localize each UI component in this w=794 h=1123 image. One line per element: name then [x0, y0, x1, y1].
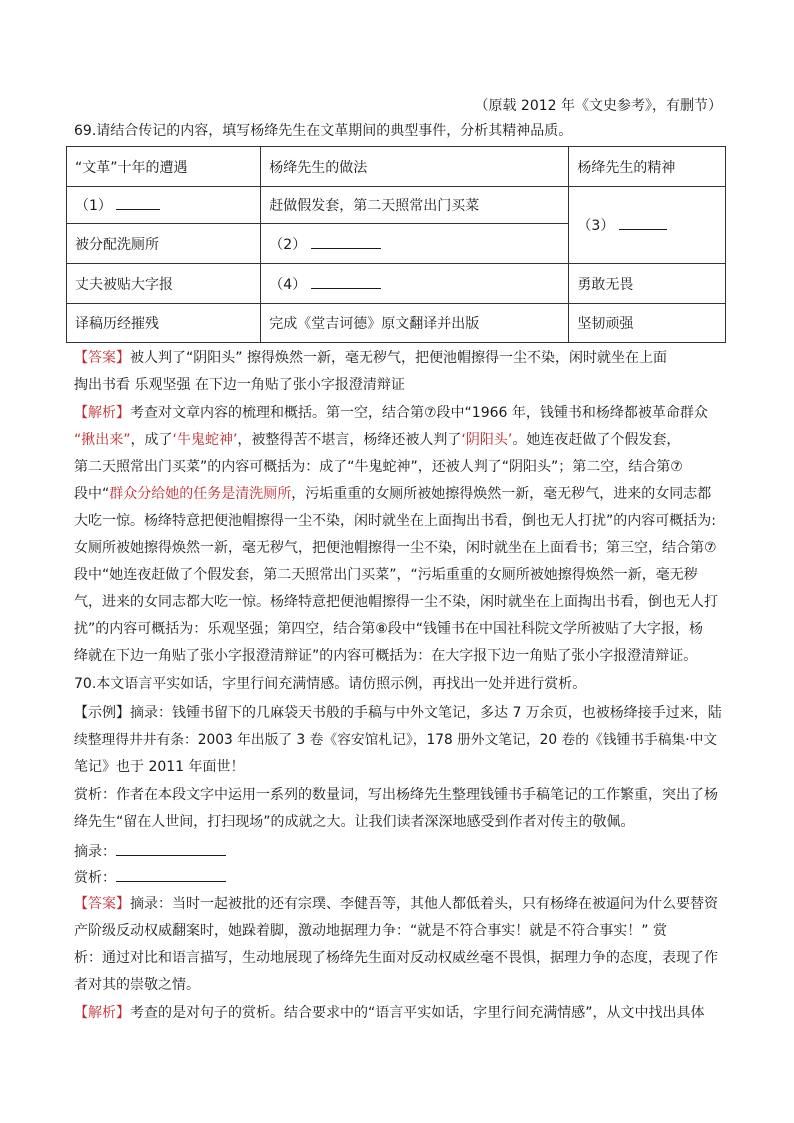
- analysis-line: [74, 484, 722, 504]
- analysis-line: [74, 403, 722, 423]
- example-line: 笔记》也于 2011 年面世！: [74, 759, 245, 775]
- answer-text: 被人判了“阴阳头” 擦得焕然一新，毫无秽气，把便池帽擦得一尘不染，闲时就坐在上面: [130, 350, 667, 366]
- table-row: [67, 264, 726, 304]
- blank-label: （2）: [269, 236, 307, 253]
- example-line: [74, 703, 722, 723]
- table-cell: [67, 187, 261, 224]
- table-row: [67, 304, 726, 343]
- analysis-line: 绛就在下边一角贴了张小字报澄清辩证”的内容可概括为：在大字报下边一角贴了张小字报澄清辩证。: [74, 648, 698, 664]
- analysis-text: 段中“: [74, 486, 110, 502]
- analysis-line: 大吃一惊。杨绛特意把便池帽擦得一尘不染，闲时就坐在上面掏出书看，倒也无人打扰”的内容可概括为:: [74, 513, 716, 529]
- answer-line: [74, 894, 722, 914]
- analysis-text: ，成了: [130, 432, 173, 448]
- analysis-line: [74, 1003, 722, 1023]
- analysis-line: 女厕所被她擦得焕然一新，毫无秽气，把便池帽擦得一尘不染，闲时就坐在上面看书；第三空，结合第⑦: [74, 540, 717, 556]
- table-cell: 赶做假发套，第二天照常出门买菜: [261, 187, 569, 224]
- answer-tag: 【答案】: [74, 896, 130, 912]
- answer-line: [74, 348, 722, 368]
- analysis-text: ，污垢重重的女厕所被她擦得焕然一新，毫无秽气，进来的女同志都: [291, 486, 712, 502]
- analysis-text: 考查的是对句子的赏析。结合要求中的“语言平实如话，字里行间充满情感”，从文中找出具体: [130, 1005, 705, 1021]
- table-header-row: [67, 147, 726, 187]
- source-note: （原载 2012 年《文史参考》，有删节）: [474, 98, 722, 114]
- quote-highlight: ‘牛鬼蛇神’: [172, 432, 238, 448]
- answer-line: 者对其的崇敬之情。: [74, 977, 200, 993]
- table-cell: [261, 264, 569, 304]
- appreciation-line: 赏析：作者在本段文字中运用一系列的数量词，写出杨绛先生整理钱锺书手稿笔记的工作繁重，突出了杨: [74, 787, 718, 803]
- excerpt-label: 摘录：: [74, 844, 116, 860]
- analysis-line: 段中“她连夜赶做了个假发套，第二天照常出门买菜”，“污垢重重的女厕所被她擦得焕然一新，毫无秽: [74, 567, 698, 583]
- analysis-line: 第二天照常出门买菜”的内容可概括为：成了“牛鬼蛇神”，还被人判了“阴阳头”；第二空，结合第⑦: [74, 459, 683, 475]
- answer-tag: 【答案】: [74, 350, 130, 366]
- answer-line: 析：通过对比和语言描写，生动地展现了杨绛先生面对反动权威丝毫不畏惧，据理力争的态度，表现了作: [74, 950, 718, 966]
- answer-blank: [311, 234, 381, 249]
- blank-label: （1）: [75, 198, 112, 214]
- appreciate-label: 赏析：: [74, 870, 116, 886]
- excerpt-field: [74, 841, 722, 862]
- table-header-cell: 杨绛先生的精神: [569, 147, 726, 187]
- table-cell: 坚韧顽强: [569, 304, 726, 343]
- analysis-text: 。她连夜赶做了个假发套，: [512, 432, 681, 448]
- table-row: [67, 187, 726, 224]
- table-cell: 完成《堂吉诃德》原文翻译并出版: [261, 304, 569, 343]
- table-cell: 译稿历经摧残: [67, 304, 261, 343]
- table-header-cell: 杨绛先生的做法: [261, 147, 569, 187]
- quote-highlight: 群众分给她的任务是清洗厕所: [109, 486, 292, 502]
- blank-label: （4）: [269, 276, 307, 293]
- example-text: 摘录：钱锺书留下的几麻袋天书般的手稿与中外文笔记，多达 7 万余页，也被杨绛接手过来，陆: [130, 705, 722, 721]
- answer-blank: [116, 841, 226, 856]
- example-tag: 【示例】: [74, 705, 130, 721]
- analysis-tag: 【解析】: [74, 1005, 130, 1021]
- answer-line: 产阶级反动权威翻案时，她跺着脚，激动地据理力争：“就是不符合事实！就是不符合事实！” 赏: [74, 923, 667, 939]
- answer-blank: [311, 274, 381, 289]
- analysis-text: 考查对文章内容的梳理和概括。第一空，结合第⑦段中“1966 年，钱锺书和杨绛都被革命群众: [130, 405, 708, 421]
- table-cell: 被分配洗厕所: [67, 224, 261, 264]
- analysis-text: ，被整得苦不堪言，杨绛还被人判了: [237, 432, 462, 448]
- quote-highlight: “揪出来”: [74, 432, 131, 448]
- answer-blank: [619, 215, 667, 230]
- events-table: [66, 146, 726, 343]
- appreciation-line: 绛先生“留在人世间，打扫现场”的成就之大。让我们读者深深地感受到作者对传主的敬佩。: [74, 814, 635, 830]
- table-cell: [261, 224, 569, 264]
- answer-text: 摘录：当时一起被批的还有宗璞、李健吾等，其他人都低着头，只有杨绛在被逼问为什么要替资: [130, 896, 718, 912]
- analysis-line: [74, 430, 722, 450]
- analysis-tag: 【解析】: [74, 405, 130, 421]
- answer-line: 掏出书看 乐观坚强 在下边一角贴了张小字报澄清辩证: [74, 377, 405, 393]
- analysis-line: 扰”的内容可概括为：乐观坚强；第四空，结合第⑧段中“钱锺书在中国社科院文学所被贴了大字报，杨: [74, 621, 704, 637]
- answer-blank: [116, 867, 226, 882]
- question-70: 70.本文语言平实如话，字里行间充满情感。请仿照示例，再找出一处并进行赏析。: [74, 676, 587, 692]
- table-cell: [569, 187, 726, 264]
- table-header-cell: “文革”十年的遭遇: [67, 147, 261, 187]
- quote-highlight: ‘阴阳头’: [461, 432, 513, 448]
- table-cell: 丈夫被贴大字报: [67, 264, 261, 304]
- blank-label: （3）: [577, 218, 615, 234]
- question-69: 69.请结合传记的内容，填写杨绛先生在文革期间的典型事件，分析其精神品质。: [74, 123, 573, 139]
- table-cell: 勇敢无畏: [569, 264, 726, 304]
- answer-blank: [116, 195, 160, 210]
- appreciate-field: [74, 867, 722, 888]
- example-line: 续整理得井井有条：2003 年出版了 3 卷《容安馆札记》，178 册外文笔记，20 卷的《钱锺书手稿集·中文: [74, 732, 718, 748]
- analysis-line: 气，进来的女同志都大吃一惊。杨绛特意把便池帽擦得一尘不染，闲时就坐在上面掏出书看，倒也无人打: [74, 594, 718, 610]
